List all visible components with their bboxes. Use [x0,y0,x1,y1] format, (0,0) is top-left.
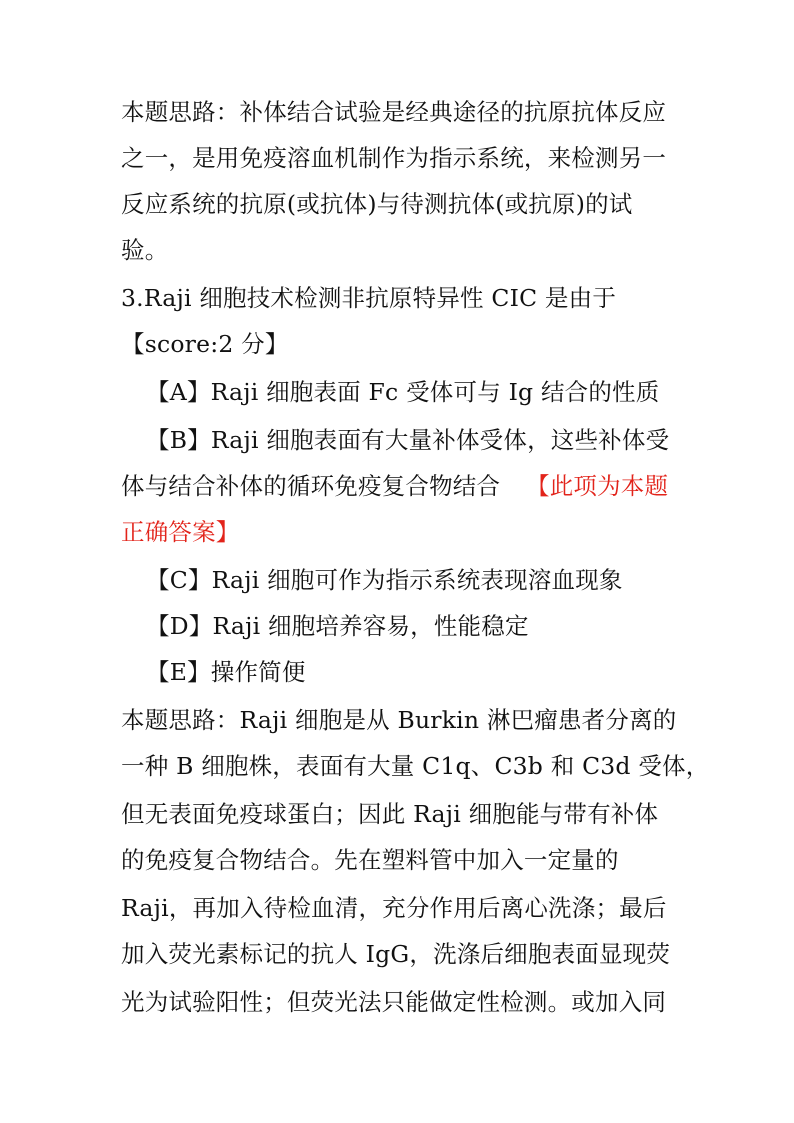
explanation-line-4: 验。 [121,236,169,264]
question-text: 3.Raji 细胞技术检测非抗原特异性 CIC 是由于 [121,284,617,312]
correct-answer-marker: 【此项为本题 [526,472,669,500]
correct-answer-marker-continued: 正确答案】 [121,518,240,546]
explanation-line-2: 之一，是用免疫溶血机制作为指示系统，来检测另一 [121,144,667,172]
option-e: 【E】操作简便 [146,658,306,686]
option-d: 【D】Raji 细胞培养容易，性能稳定 [146,612,529,640]
question-score: 【score:2 分】 [121,330,289,358]
option-a: 【A】Raji 细胞表面 Fc 受体可与 Ig 结合的性质 [146,378,660,406]
explanation2-line-6: 加入荧光素标记的抗人 IgG，洗涤后细胞表面显现荧 [121,940,671,968]
explanation-line-3: 反应系统的抗原(或抗体)与待测抗体(或抗原)的试 [121,190,633,218]
explanation2-line-3: 但无表面免疫球蛋白；因此 Raji 细胞能与带有补体 [121,800,659,828]
explanation2-line-1: 本题思路：Raji 细胞是从 Burkin 淋巴瘤患者分离的 [121,706,677,734]
option-b-line-2: 体与结合补体的循环免疫复合物结合 [121,472,501,500]
explanation2-line-2: 一种 B 细胞株，表面有大量 C1q、C3b 和 C3d 受体， [121,752,710,780]
option-c: 【C】Raji 细胞可作为指示系统表现溶血现象 [146,566,623,594]
explanation2-line-7: 光为试验阳性；但荧光法只能做定性检测。或加入同 [121,988,667,1016]
explanation2-line-4: 的免疫复合物结合。先在塑料管中加入一定量的 [121,846,619,874]
option-b-line-1: 【B】Raji 细胞表面有大量补体受体，这些补体受 [146,426,670,454]
explanation-line-1: 本题思路：补体结合试验是经典途径的抗原抗体反应 [121,98,667,126]
explanation2-line-5: Raji，再加入待检血清，充分作用后离心洗涤；最后 [121,894,667,922]
